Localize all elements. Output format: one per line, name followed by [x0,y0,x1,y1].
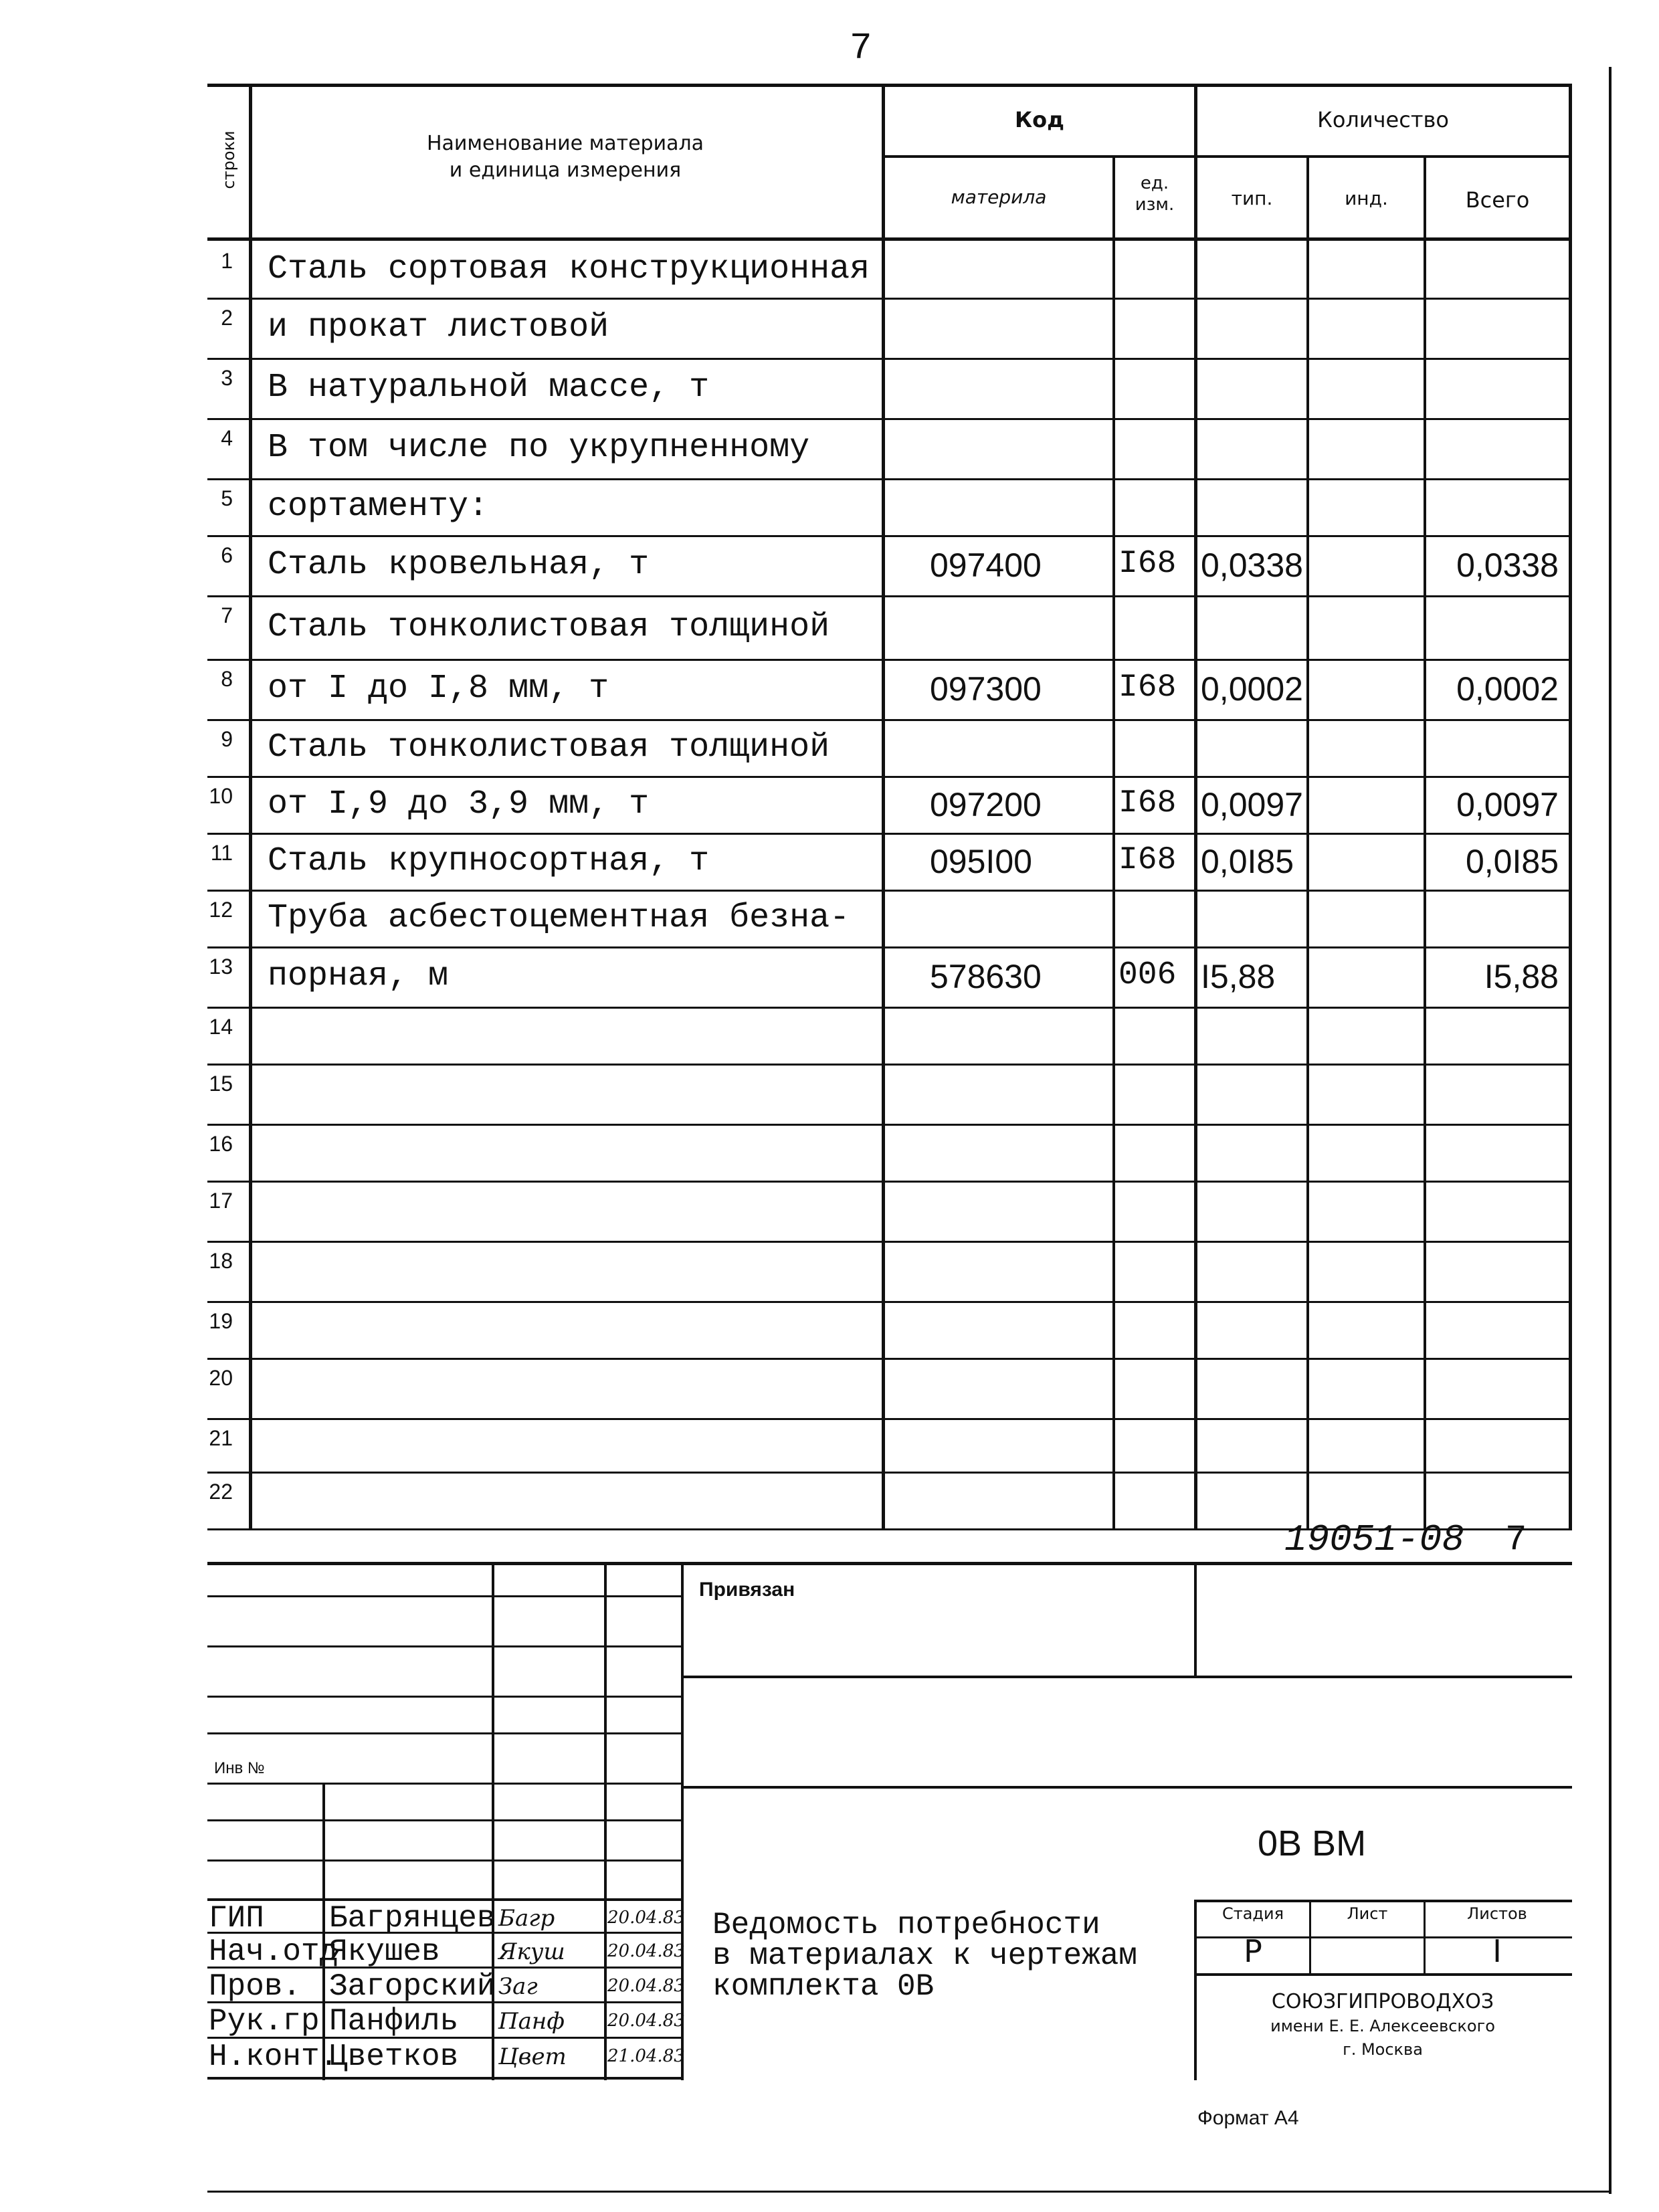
row-number: 13 [209,954,233,979]
staff-name: Загорский [329,1969,496,2004]
row-material-code: 578630 [930,958,1042,995]
row-number: 5 [221,486,233,510]
staff-date: 20.04.83 [607,1941,685,1961]
row-divider [207,1007,1572,1009]
row-description: от I,9 до 3,9 мм, т [268,785,650,823]
row-divider [207,358,1572,360]
row-description: Сталь тонколистовая толщиной [268,607,830,646]
row-number: 14 [209,1015,233,1039]
row-divider [207,1241,1572,1243]
row-description: сортаменту: [268,487,489,526]
row-number: 2 [221,306,233,330]
header-quantity: Количество [1317,107,1449,132]
staff-date: 20.04.83 [607,1908,685,1928]
row-qty-total: I5,88 [1484,958,1559,995]
document-code: 0В ВМ [1258,1823,1367,1864]
header-ind: инд. [1345,187,1388,209]
row-number: 1 [221,249,233,273]
row-number: 22 [209,1480,233,1504]
document-number: 19051-08 [1284,1518,1464,1561]
organization-name: СОЮЗГИПРОВОДХОЗ [1271,1990,1494,2013]
header-total: Всего [1465,187,1530,213]
row-qty-total: 0,0097 [1456,785,1559,823]
row-divider [207,1181,1572,1183]
row-unit-code: I68 [1118,785,1177,821]
staff-role: Пров. [209,1969,302,2004]
attached-label: Привязан [699,1579,795,1601]
row-number: 11 [210,841,233,865]
header-code: Код [1015,107,1064,132]
staff-role: ГИП [209,1901,264,1936]
row-qty-total: 0,0I85 [1465,842,1559,880]
row-number: 17 [209,1189,233,1213]
row-number: 3 [221,366,233,390]
row-material-code: 097200 [930,785,1042,823]
row-unit-code: I68 [1118,546,1177,582]
row-qty-typ: 0,0338 [1201,546,1303,584]
row-description: Сталь тонколистовая толщиной [268,728,830,767]
row-number: 12 [209,898,233,922]
row-qty-total: 0,0002 [1456,670,1559,708]
staff-role: Рук.гр [209,2004,320,2039]
staff-signature: Багр [498,1905,555,1932]
staff-role: Нач.отд [209,1934,338,1969]
header-typ: тип. [1231,187,1273,209]
row-qty-total: 0,0338 [1456,546,1559,584]
staff-date: 21.04.83 [607,2046,685,2066]
staff-name: Панфиль [329,2004,459,2039]
header-row-number: строки [219,130,238,189]
row-unit-code: 006 [1118,957,1177,993]
row-number: 20 [209,1366,233,1390]
row-number: 19 [209,1309,233,1333]
organization-city: г. Москва [1343,2040,1423,2059]
row-number: 18 [209,1249,233,1273]
staff-signature: Якуш [498,1938,565,1965]
row-qty-typ: 0,0002 [1201,670,1303,708]
sheet-label: Лист [1347,1904,1388,1923]
stage-value: Р [1244,1933,1262,1969]
staff-date: 20.04.83 [607,2011,685,2031]
row-material-code: 097300 [930,670,1042,708]
staff-date: 20.04.83 [607,1976,685,1996]
staff-name: Цветков [329,2039,459,2074]
row-divider [207,1064,1572,1066]
header-name: Наименование материала и единица измерения [426,132,704,182]
staff-signature: Панф [498,2008,565,2035]
stage-label: Стадия [1222,1904,1284,1923]
row-unit-code: I68 [1118,670,1177,706]
staff-role: Н.конт. [209,2039,338,2074]
row-divider [207,659,1572,661]
row-description: Сталь крупносортная, т [268,841,710,880]
row-description: Труба асбестоцементная безна- [268,898,850,937]
row-number: 8 [221,667,233,691]
sheets-label: Листов [1467,1904,1527,1923]
staff-signature: Заг [498,1973,538,2000]
row-description: Сталь кровельная, т [268,546,650,584]
row-description: порная, м [268,957,449,995]
row-divider [207,478,1572,480]
inventory-number-label: Инв № [214,1759,265,1777]
row-divider [207,833,1572,835]
row-divider [207,595,1572,597]
format-label: Формат А4 [1197,2107,1299,2129]
header-code-material: материла [951,186,1047,208]
row-divider [207,776,1572,778]
row-divider [207,719,1572,721]
header-unit: ед. изм. [1135,173,1175,215]
staff-name: Якушев [329,1934,440,1969]
row-divider [207,1418,1572,1420]
row-divider [207,890,1572,892]
row-number: 21 [209,1426,233,1450]
row-divider [207,946,1572,948]
row-divider [207,1358,1572,1360]
row-description: от I до I,8 мм, т [268,670,609,708]
row-unit-code: I68 [1118,841,1177,878]
row-number: 9 [221,727,233,751]
row-number: 16 [209,1132,233,1156]
sheets-value: I [1492,1933,1502,1969]
row-number: 10 [209,784,233,808]
row-description: Сталь сортовая конструкционная [268,249,870,288]
row-divider [207,1301,1572,1303]
row-number: 15 [209,1072,233,1096]
row-material-code: 095I00 [930,842,1032,880]
row-description: и прокат листовой [268,308,609,346]
page-number: 7 [850,27,872,70]
row-material-code: 097400 [930,546,1042,584]
staff-name: Багрянцев [329,1901,496,1936]
row-description: В натуральной массе, т [268,369,710,407]
row-qty-typ: I5,88 [1201,958,1276,995]
row-divider [207,535,1572,537]
row-number: 6 [221,543,233,567]
row-number: 4 [221,426,233,450]
row-divider [207,1472,1572,1474]
row-divider [207,298,1572,300]
row-qty-typ: 0,0097 [1201,785,1303,823]
staff-signature: Цвет [498,2043,567,2070]
row-description: В том числе по укрупненному [268,429,810,467]
sheet-number: 7 [1505,1520,1527,1561]
document-title: Ведомость потребности в материалах к чертежам комплекта 0В [712,1908,1137,2004]
row-qty-typ: 0,0I85 [1201,842,1294,880]
row-number: 7 [221,603,233,627]
organization-line2: имени Е. Е. Алексеевского [1270,2017,1495,2035]
row-divider [207,418,1572,420]
row-divider [207,1124,1572,1126]
